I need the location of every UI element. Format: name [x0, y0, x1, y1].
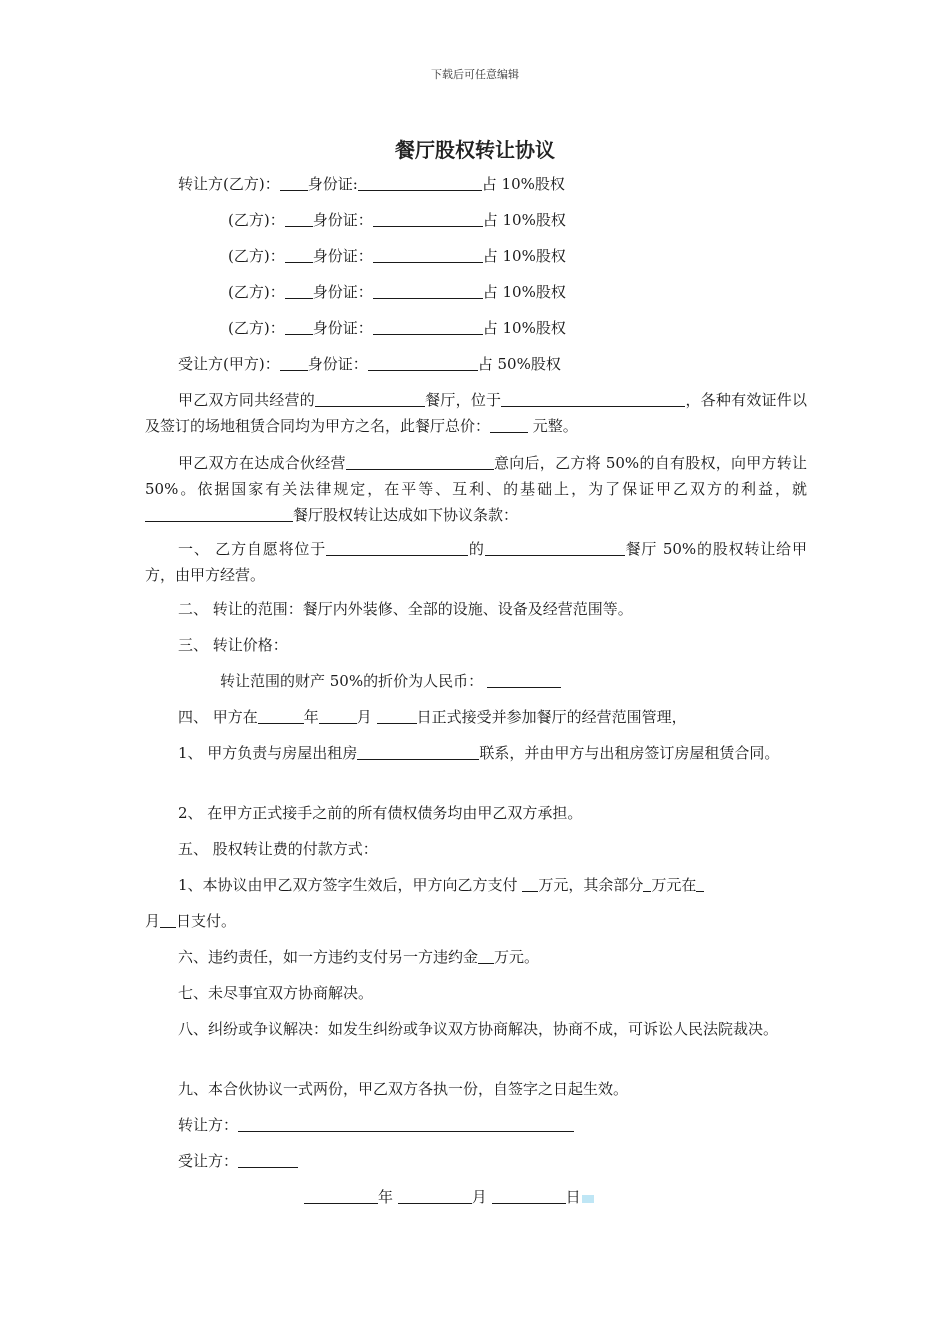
name-blank [285, 281, 313, 299]
clause-1 [145, 536, 807, 588]
blank [346, 452, 494, 470]
id-blank [368, 353, 478, 371]
date-line [304, 1186, 594, 1208]
blank [522, 874, 538, 892]
name-blank [285, 317, 313, 335]
party-label: (乙方)： [228, 247, 285, 265]
signature-blank [238, 1114, 574, 1132]
blank [478, 946, 494, 964]
clause-5-1 [178, 874, 704, 896]
clause-3: 三、 转让价格： [178, 636, 288, 654]
id-blank [373, 245, 483, 263]
id-blank [373, 317, 483, 335]
clause-4-1 [145, 740, 807, 766]
name-blank [280, 173, 308, 191]
text: 餐厅股权转让达成如下协议条款： [293, 506, 519, 524]
clause-2: 二、 转让的范围：餐厅内外装修、全部的设施、设备及经营范围等。 [178, 600, 633, 618]
clause-3-price [220, 670, 561, 692]
id-label: 身份证： [312, 211, 373, 229]
text: 月 [356, 708, 377, 726]
month-blank [398, 1186, 472, 1204]
clause-5: 五、 股权转让费的付款方式： [178, 840, 378, 858]
text: 甲乙双方同共经营的 [178, 391, 315, 409]
party-label: 转让方(乙方)： [178, 175, 280, 193]
party-row [178, 173, 565, 195]
blank [319, 706, 357, 724]
id-label: 身份证: [307, 175, 358, 193]
clause-7: 七、未尽事宜双方协商解决。 [178, 984, 374, 1002]
text: 月 [145, 912, 161, 930]
text: ，各种有效证件以及签订的场地租赁合同均为甲方之名，此餐厅总价： [145, 391, 807, 435]
signature-blank [238, 1150, 298, 1168]
clause-6 [178, 946, 539, 968]
party-row [228, 209, 566, 231]
text: 元整。 [528, 417, 578, 435]
party-row [228, 317, 566, 339]
text: 万元，其余部分 [538, 876, 644, 894]
purpose-paragraph [145, 450, 807, 528]
party-label: (乙方)： [228, 211, 285, 229]
id-label: 身份证： [312, 319, 373, 337]
party-row [178, 353, 561, 375]
text: 万元。 [494, 948, 540, 966]
name-blank [285, 245, 313, 263]
day-blank [492, 1186, 566, 1204]
party-label: (乙方)： [228, 319, 285, 337]
text: 转让方： [178, 1116, 239, 1134]
blank [326, 538, 468, 556]
text: 日支付。 [176, 912, 237, 930]
text: 餐厅，位于 [424, 391, 502, 409]
page-header: 下载后可任意编辑 [431, 68, 519, 81]
share-text: 占 50%股权 [477, 355, 561, 373]
id-label: 身份证： [307, 355, 368, 373]
year-blank [304, 1186, 378, 1204]
id-blank [358, 173, 482, 191]
blank [357, 742, 479, 760]
id-blank [373, 209, 483, 227]
text: 1、本协议由甲乙双方签字生效后，甲方向乙方支付 [178, 876, 523, 894]
party-label: (乙方)： [228, 283, 285, 301]
blank [696, 874, 704, 892]
text: 日 [565, 1188, 581, 1206]
text: 餐厅 50%的股权转让给甲方，由甲方经营。 [145, 540, 807, 584]
text: 四、 甲方在 [178, 708, 258, 726]
clause-8: 八、纠纷或争议解决：如发生纠纷或争议双方协商解决，协商不成，可诉讼人民法院裁决。 [178, 1020, 779, 1038]
text: 月 [471, 1188, 487, 1206]
clause-4 [178, 706, 687, 728]
blank [160, 910, 176, 928]
text: 六、违约责任，如一方违约支付另一方违约金 [178, 948, 479, 966]
blank [145, 504, 293, 522]
share-text: 占 10%股权 [482, 319, 566, 337]
name-blank [285, 209, 313, 227]
text: 年 [303, 708, 319, 726]
id-label: 身份证： [312, 247, 373, 265]
text: 受让方： [178, 1152, 239, 1170]
text: 万元在 [651, 876, 697, 894]
clause-4-2: 2、 在甲方正式接手之前的所有债权债务均由甲乙双方承担。 [178, 804, 583, 822]
id-label: 身份证： [312, 283, 373, 301]
text: 一、 乙方自愿将位于 [178, 540, 327, 558]
share-text: 占 10%股权 [482, 211, 566, 229]
intro-paragraph [145, 387, 807, 439]
text: 1、 甲方负责与房屋出租房 [178, 744, 358, 762]
party-row [228, 281, 566, 303]
text: 的 [468, 540, 485, 558]
blank [490, 415, 528, 433]
blank [258, 706, 304, 724]
price-blank [487, 670, 561, 688]
id-blank [373, 281, 483, 299]
text: 意向后，乙方将 50%的自有股权，向甲方转让 50%。依据国家有关法律规定，在平等、互利、的基础上，为了保证甲乙双方的利益，就 [145, 454, 807, 498]
document-title: 餐厅股权转让协议 [395, 138, 555, 162]
text: 日正式接受并参加餐厅的经营范围管理， [416, 708, 687, 726]
clause-9: 九、本合伙协议一式两份，甲乙双方各执一份，自签字之日起生效。 [178, 1080, 629, 1098]
blank [377, 706, 417, 724]
text: 转让范围的财产 50%的折价为人民币： [220, 672, 484, 690]
clause-5-1-cont [145, 910, 236, 932]
blank [315, 389, 425, 407]
name-blank [280, 353, 308, 371]
signature-transferor [178, 1114, 574, 1136]
party-label: 受让方(甲方)： [178, 355, 280, 373]
signature-transferee [178, 1150, 298, 1172]
text: 年 [378, 1188, 394, 1206]
text: 联系，并由甲方与出租房签订房屋租赁合同。 [479, 744, 780, 762]
share-text: 占 10%股权 [481, 175, 565, 193]
text: 甲乙双方在达成合伙经营 [178, 454, 346, 472]
text-cursor-highlight [582, 1195, 594, 1203]
blank [485, 538, 625, 556]
party-row [228, 245, 566, 267]
share-text: 占 10%股权 [482, 247, 566, 265]
blank [501, 389, 685, 407]
share-text: 占 10%股权 [482, 283, 566, 301]
